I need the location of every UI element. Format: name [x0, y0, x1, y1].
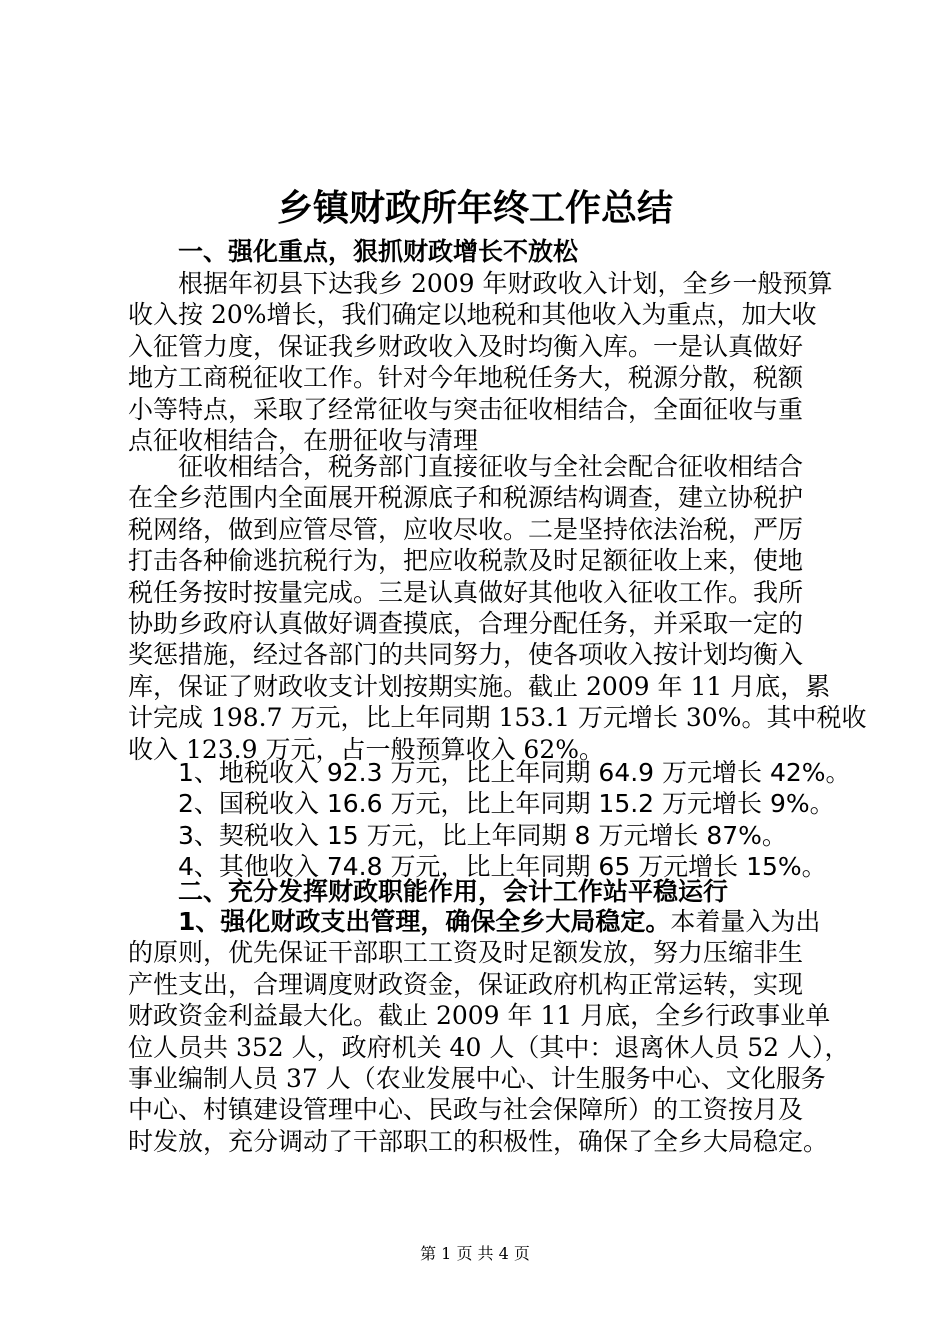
paragraph-line: 收入 123.9 万元，占一般预算收入 62%。	[128, 734, 604, 764]
section-heading-text: 一、强化重点，狠抓财政增长不放松	[178, 237, 579, 266]
paragraph-line: 协助乡政府认真做好调查摸底，合理分配任务，并采取一定的	[128, 608, 804, 638]
list-item: 3、契税收入 15 万元，比上年同期 8 万元增长 87%。	[178, 820, 787, 850]
paragraph-line: 根据年初县下达我乡 2009 年财政收入计划，全乡一般预算	[178, 269, 833, 298]
paragraph-line: 点征收相结合，在册征收与清理	[128, 425, 479, 455]
paragraph-line: 事业编制人员 37 人（农业发展中心、计生服务中心、文化服务	[128, 1063, 826, 1093]
paragraph-line-rest: 本着量入为出	[670, 907, 821, 936]
paragraph-line: 在全乡范围内全面展开税源底子和税源结构调查，建立协税护	[128, 483, 804, 513]
paragraph-3	[128, 906, 850, 1157]
section-heading-2	[128, 876, 840, 907]
paragraph-line: 的原则，优先保证干部职工工资及时足额发放，努力压缩非生	[128, 938, 804, 968]
paragraph-line: 奖惩措施，经过各部门的共同努力，使各项收入按计划均衡入	[128, 640, 804, 670]
document-title: 乡镇财政所年终工作总结	[276, 188, 673, 229]
paragraph-line: 税网络，做到应管尽管，应收尽收。二是坚持依法治税，严厉	[128, 514, 804, 544]
paragraph-line: 产性支出，合理调度财政资金，保证政府机构正常运转，实现	[128, 969, 804, 999]
paragraph-line: 财政资金利益最大化。截止 2009 年 11 月底，全乡行政事业单	[128, 1001, 831, 1031]
paragraph-line: 中心、村镇建设管理中心、民政与社会保障所）的工资按月及	[128, 1095, 804, 1125]
paragraph-line: 税任务按时按量完成。三是认真做好其他收入征收工作。我所	[128, 577, 804, 607]
paragraph-line	[128, 906, 840, 937]
page-number-footer: 第 1 页 共 4 页	[420, 1244, 530, 1263]
paragraph-2	[128, 451, 867, 765]
paragraph-line: 入征管力度，保证我乡财政收入及时均衡入库。一是认真做好	[128, 331, 804, 361]
paragraph-line: 库，保证了财政收支计划按期实施。截止 2009 年 11 月底，累	[128, 671, 831, 701]
paragraph-line: 位人员共 352 人，政府机关 40 人（其中：退离休人员 52 人），	[128, 1032, 850, 1062]
paragraph-line: 征收相结合，税务部门直接征收与全社会配合征收相结合	[178, 452, 804, 481]
paragraph-line: 时发放，充分调动了干部职工的积极性，确保了全乡大局稳定。	[128, 1126, 829, 1156]
section-heading-text: 二、充分发挥财政职能作用，会计工作站平稳运行	[178, 877, 729, 906]
paragraph-line: 打击各种偷逃抗税行为，把应收税款及时足额征收上来，使地	[128, 546, 804, 576]
list-item: 2、国税收入 16.6 万元，比上年同期 15.2 万元增长 9%。	[178, 789, 835, 819]
section-heading-1	[128, 236, 840, 267]
paragraph-1	[128, 268, 840, 456]
list-item: 4、其他收入 74.8 万元，比上年同期 65 万元增长 15%。	[178, 852, 827, 882]
subheading: 1、强化财政支出管理，确保全乡大局稳定。	[178, 907, 671, 936]
paragraph-line: 收入按 20%增长，我们确定以地税和其他收入为重点，加大收	[128, 300, 817, 330]
paragraph-line: 计完成 198.7 万元，比上年同期 153.1 万元增长 30%。其中税收	[128, 703, 867, 733]
list-item: 1、地税收入 92.3 万元，比上年同期 64.9 万元增长 42%。	[178, 758, 851, 787]
paragraph-line: 小等特点，采取了经常征收与突击征收相结合，全面征收与重	[128, 394, 804, 424]
revenue-list	[128, 757, 851, 883]
paragraph-line: 地方工商税征收工作。针对今年地税任务大，税源分散，税额	[128, 363, 804, 393]
